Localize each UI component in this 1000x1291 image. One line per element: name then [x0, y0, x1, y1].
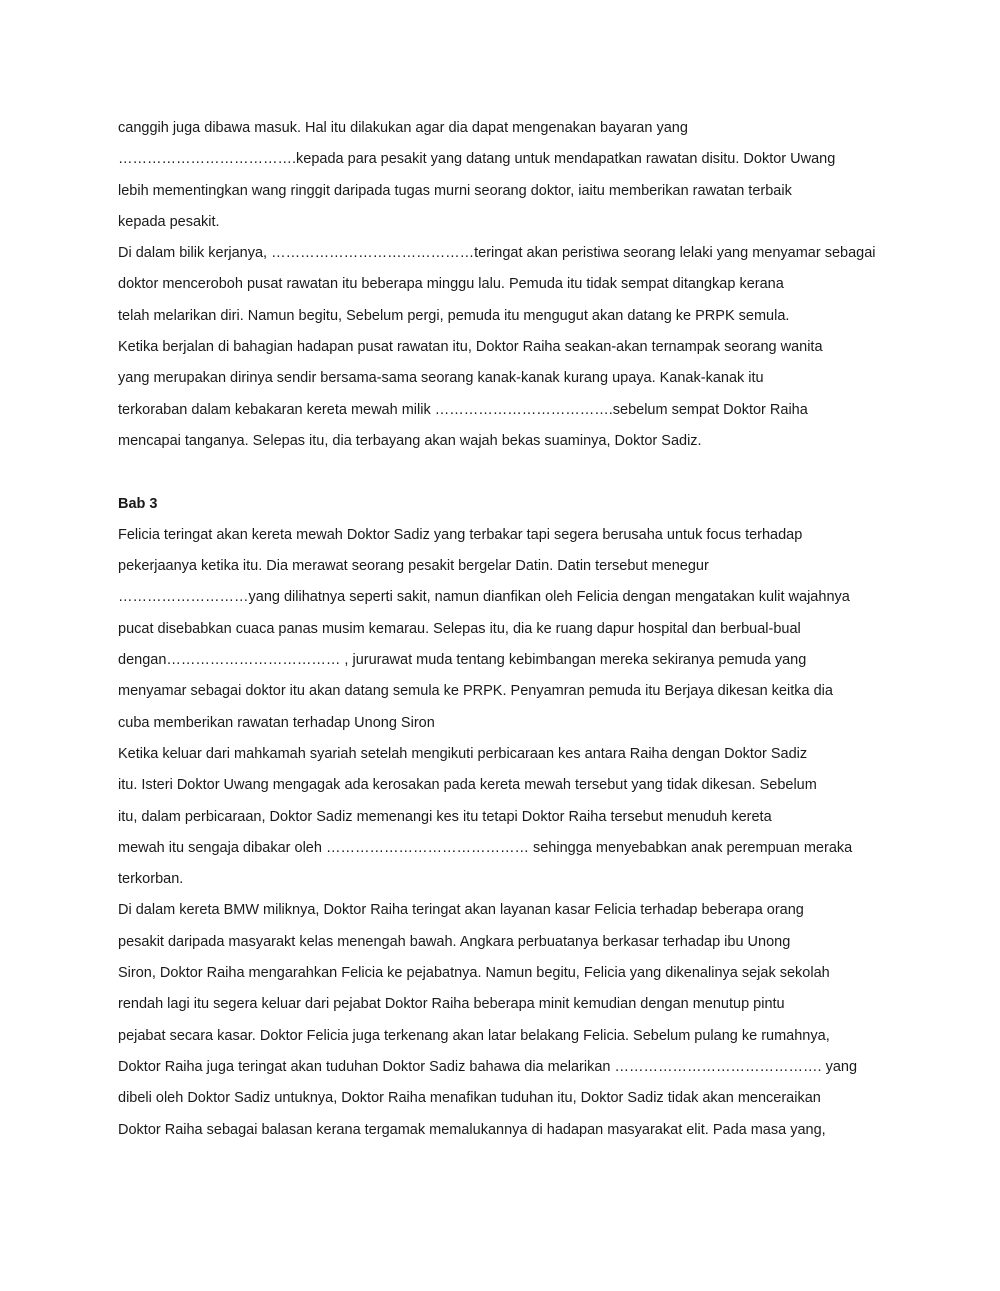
text-line: rendah lagi itu segera keluar dari pejabat Doktor Raiha beberapa minit kemudian dengan menutup pintu [118, 996, 785, 1013]
text-line: Felicia teringat akan kereta mewah Doktor Sadiz yang terbakar tapi segera berusaha untuk focus terhadap [118, 526, 803, 543]
text-line: menyamar sebagai doktor itu akan datang semula ke PRPK. Penyamran pemuda itu Berjaya dikesan keitka dia [118, 683, 833, 700]
text-line: Ketika keluar dari mahkamah syariah setelah mengikuti perbicaraan kes antara Raiha dengan Doktor Sadiz [118, 745, 808, 762]
paragraph-block-1 [118, 113, 893, 457]
text-line: itu, dalam perbicaraan, Doktor Sadiz memenangi kes itu tetapi Doktor Raiha tersebut menuduh kereta [118, 808, 772, 825]
text-line: Ketika berjalan di bahagian hadapan pusat rawatan itu, Doktor Raiha seakan-akan ternampak seorang wanita [118, 339, 823, 356]
text-line: itu. Isteri Doktor Uwang mengagak ada kerosakan pada kereta mewah tersebut yang tidak dikesan. Sebelum [118, 777, 817, 794]
spacer [118, 457, 893, 488]
text-line: Doktor Raiha juga teringat akan tuduhan Doktor Sadiz bahawa dia melarikan ……………………………………. yang [118, 1058, 858, 1075]
text-line: doktor menceroboh pusat rawatan itu beberapa minggu lalu. Pemuda itu tidak sempat ditangkap kerana [118, 276, 784, 293]
text-line: terkorban. [118, 871, 184, 888]
text-line: dengan……………………………… , jururawat muda tentang kebimbangan mereka sekiranya pemuda yang [118, 652, 807, 669]
text-line: mencapai tanganya. Selepas itu, dia terbayang akan wajah bekas suaminya, Doktor Sadiz. [118, 432, 702, 449]
text-line: dibeli oleh Doktor Sadiz untuknya, Doktor Raiha menafikan tuduhan itu, Doktor Sadiz tidak akan menceraikan [118, 1090, 821, 1107]
text-line: Siron, Doktor Raiha mengarahkan Felicia ke pejabatnya. Namun begitu, Felicia yang dikenalinya sejak sekolah [118, 965, 830, 982]
text-line: mewah itu sengaja dibakar oleh …………………………………… sehingga menyebabkan anak perempuan meraka [118, 839, 853, 856]
text-line: canggih juga dibawa masuk. Hal itu dilakukan agar dia dapat mengenakan bayaran yang [118, 120, 688, 136]
text-line: pejabat secara kasar. Doktor Felicia juga terkenang akan latar belakang Felicia. Sebelum pulang ke rumahnya, [118, 1027, 830, 1044]
text-line: cuba memberikan rawatan terhadap Unong Siron [118, 714, 435, 731]
section-heading: Bab 3 [118, 495, 158, 512]
text-line: pucat disebabkan cuaca panas musim kemarau. Selepas itu, dia ke ruang dapur hospital dan berbual-bual [118, 620, 801, 637]
text-line: kepada pesakit. [118, 213, 220, 230]
text-line: lebih mementingkan wang ringgit daripada tugas murni seorang doktor, iaitu memberikan rawatan terbaik [118, 182, 792, 199]
text-line: ……………………………….kepada para pesakit yang datang untuk mendapatkan rawatan disitu. Doktor Uwang [118, 151, 836, 168]
text-line: pekerjaanya ketika itu. Dia merawat seorang pesakit bergelar Datin. Datin tersebut menegur [118, 558, 709, 575]
text-line: Di dalam kereta BMW miliknya, Doktor Raiha teringat akan layanan kasar Felicia terhadap beberapa orang [118, 902, 804, 919]
text-line: Doktor Raiha sebagai balasan kerana tergamak memalukannya di hadapan masyarakat elit. Pada masa yang, [118, 1121, 826, 1138]
text-line: ………………………yang dilihatnya seperti sakit, namun dianfikan oleh Felicia dengan mengatakan kulit wajahnya [118, 589, 850, 606]
document-body [118, 113, 893, 1146]
text-line: pesakit daripada masyarakt kelas menengah bawah. Angkara perbuatanya berkasar terhadap ibu Unong [118, 933, 791, 950]
text-line: yang merupakan dirinya sendir bersama-sama seorang kanak-kanak kurang upaya. Kanak-kanak itu [118, 370, 764, 387]
text-line: telah melarikan diri. Namun begitu, Sebelum pergi, pemuda itu mengugut akan datang ke PRPK semula. [118, 307, 790, 324]
text-line: terkoraban dalam kebakaran kereta mewah milik ……………………………….sebelum sempat Doktor Raiha [118, 401, 808, 418]
paragraph-block-2 [118, 520, 893, 1146]
text-line: Di dalam bilik kerjanya, ……………………………………teringat akan peristiwa seorang lelaki yang menyamar sebagai [118, 245, 876, 262]
